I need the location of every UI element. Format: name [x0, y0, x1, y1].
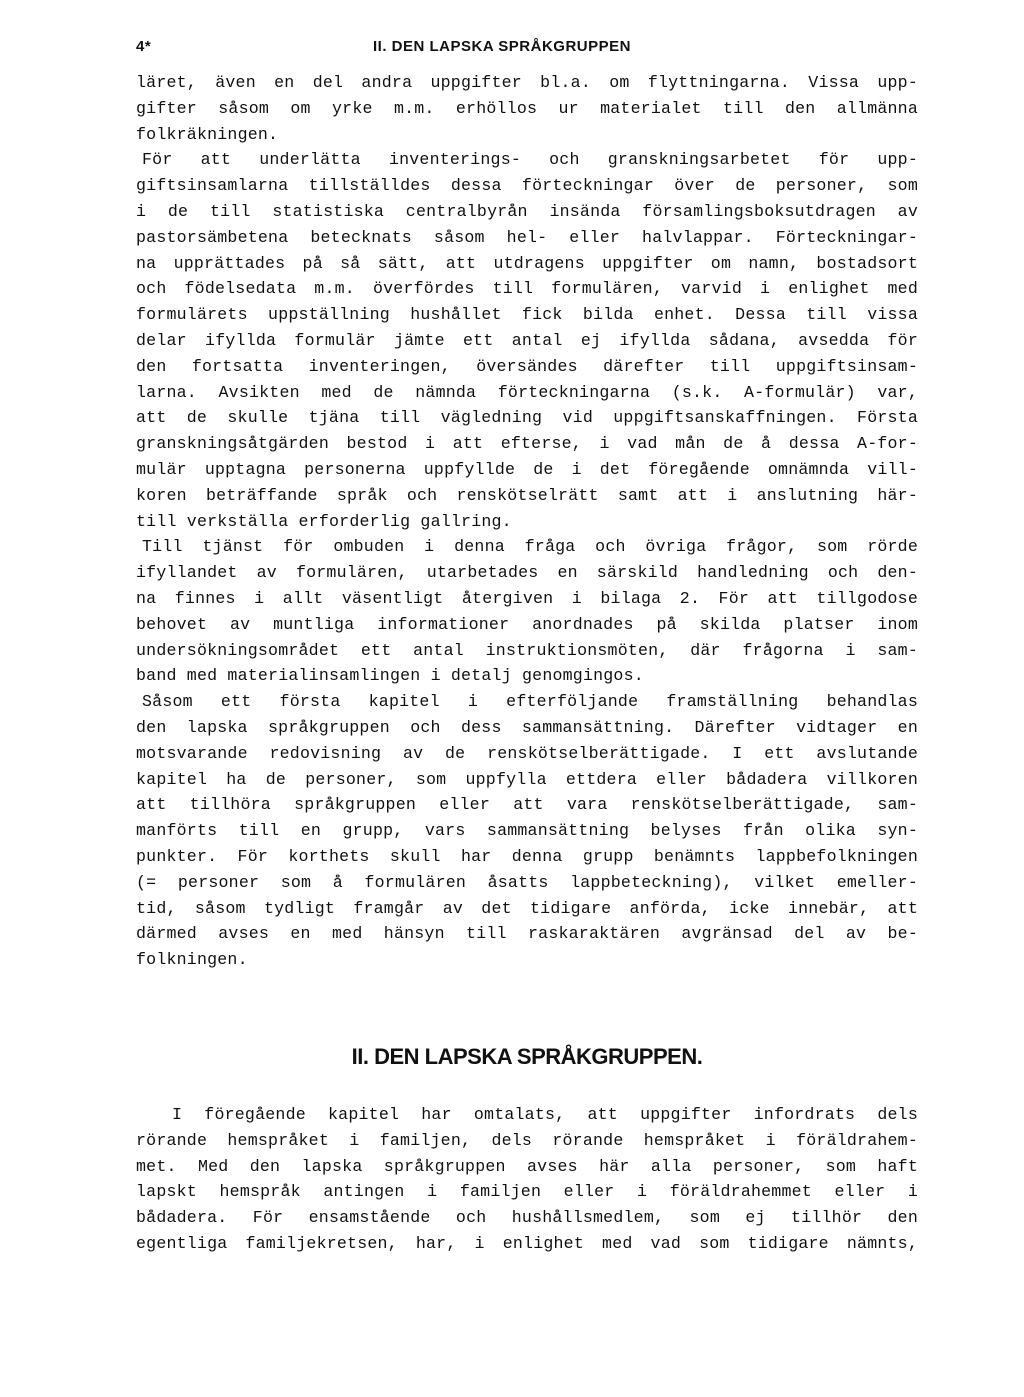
text-line: larna. Avsikten med de nämnda förteckningarna (s.k. A-formulär) var, [136, 382, 918, 402]
body-text [136, 70, 918, 973]
text-line: band med materialinsamlingen i detalj genomgingos. [136, 666, 644, 686]
text-line: ifyllandet av formulären, utarbetades en särskild handledning och den- [136, 563, 918, 583]
text-line: met. Med den lapska språkgruppen avses här alla personer, som haft [136, 1156, 918, 1176]
text-line: Till tjänst för ombuden i denna fråga och övriga frågor, som rörde [142, 537, 918, 557]
text-line: delar ifyllda formulär jämte ett antal ej ifyllda sådana, avsedda för [136, 330, 918, 350]
paragraph [136, 689, 918, 973]
text-line: folkningen. [136, 950, 248, 970]
text-line: tid, såsom tydligt framgår av det tidigare anförda, icke innebär, att [136, 898, 918, 918]
text-line: till verkställa erforderlig gallring. [136, 511, 512, 531]
paragraph [136, 70, 918, 147]
text-line: manförts till en grupp, vars sammansättning belyses från olika syn- [136, 821, 918, 841]
text-line: na finnes i allt väsentligt återgiven i bilaga 2. För att tillgodose [136, 588, 918, 608]
text-line: giftsinsamlarna tillställdes dessa förteckningar över de personer, som [136, 176, 918, 196]
text-line: koren beträffande språk och renskötselrätt samt att i anslutning här- [136, 485, 918, 505]
text-line: punkter. För korthets skull har denna grupp benämnts lappbefolkningen [136, 846, 918, 866]
paragraph [136, 1102, 918, 1257]
text-line: I föregående kapitel har omtalats, att uppgifter infordrats dels [172, 1105, 918, 1124]
text-line: kapitel ha de personer, som uppfylla ettdera eller bådadera villkoren [136, 769, 918, 789]
text-line: att tillhöra språkgruppen eller att vara renskötselberättigade, sam- [136, 795, 918, 815]
chapter-heading: II. DEN LAPSKA SPRÅKGRUPPEN. [351, 1044, 703, 1069]
running-header [136, 38, 918, 62]
text-line: egentliga familjekretsen, har, i enlighet med vad som tidigare nämnts, [136, 1233, 918, 1253]
text-line: folkräkningen. [136, 124, 279, 144]
text-line: na upprättades på så sätt, att utdragens uppgifter om namn, bostadsort [136, 253, 918, 273]
text-line: (= personer som å formulären åsatts lappbeteckning), vilket emeller- [136, 872, 918, 892]
text-line: motsvarande redovisning av de renskötselberättigade. I ett avslutande [136, 743, 918, 763]
text-line: mulär upptagna personerna uppfyllde de i det föregående omnämnda vill- [136, 459, 918, 479]
text-line: formulärets uppställning hushållet fick bilda enhet. Dessa till vissa [136, 305, 918, 325]
text-line: undersökningsområdet ett antal instruktionsmöten, där frågorna i sam- [136, 640, 918, 660]
text-line: i de till statistiska centralbyrån insända församlingsboksutdragen av [136, 201, 918, 221]
text-line: pastorsämbetena betecknats såsom hel- eller halvlappar. Förteckningar- [136, 227, 918, 247]
text-line: För att underlätta inventerings- och granskningsarbetet för upp- [142, 150, 918, 170]
text-line: bådadera. För ensamstående och hushållsmedlem, som ej tillhör den [136, 1208, 918, 1228]
text-line: granskningsåtgärden bestod i att efterse, i vad mån de å dessa A-for- [136, 434, 918, 454]
text-line: den lapska språkgruppen och dess sammansättning. Därefter vidtager en [136, 717, 918, 737]
text-line: därmed avses en med hänsyn till raskaraktären avgränsad del av be- [136, 924, 918, 944]
text-line: gifter såsom om yrke m.m. erhöllos ur materialet till den allmänna [136, 98, 918, 118]
text-line: den fortsatta inventeringen, översändes därefter till uppgiftsinsam- [136, 356, 918, 376]
paragraph [136, 147, 918, 534]
paragraph [136, 534, 918, 689]
text-line: rörande hemspråket i familjen, dels rörande hemspråket i föräldrahem- [136, 1130, 918, 1150]
text-line: lapskt hemspråk antingen i familjen eller i föräldrahemmet eller i [136, 1182, 918, 1202]
text-line: att de skulle tjäna till vägledning vid uppgiftsanskaffningen. Första [136, 408, 918, 428]
text-line: och födelsedata m.m. överfördes till formulären, varvid i enlighet med [136, 279, 918, 299]
text-line: läret, även en del andra uppgifter bl.a. om flyttningarna. Vissa upp- [136, 73, 918, 92]
page-number: 4* [136, 38, 152, 55]
running-title: II. DEN LAPSKA SPRÅKGRUPPEN [373, 38, 631, 55]
chapter-text [136, 1102, 918, 1257]
text-line: behovet av muntliga informationer anordnades på skilda platser inom [136, 614, 918, 634]
text-line: Såsom ett första kapitel i efterföljande framställning behandlas [142, 692, 918, 712]
